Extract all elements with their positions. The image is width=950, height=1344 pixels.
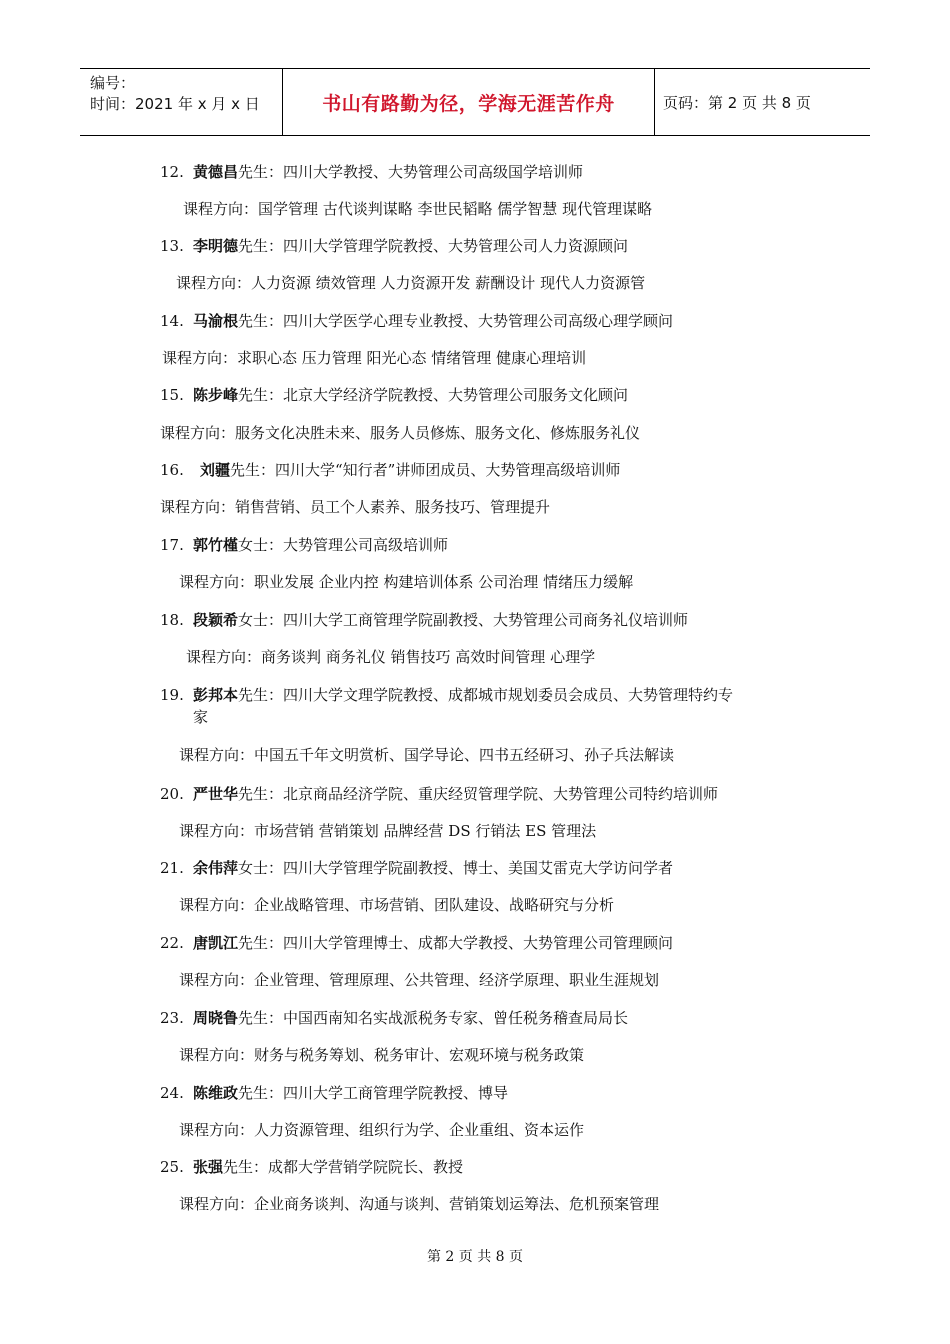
header-motto: 书山有路勤为径，学海无涯苦作舟 <box>282 69 655 135</box>
entry-number: 19. <box>160 686 184 704</box>
course-direction-16: 课程方向：销售营销、员工个人素养、服务技巧、管理提升 <box>160 498 551 516</box>
course-direction-17: 课程方向：职业发展 企业内控 构建培训体系 公司治理 情绪压力缓解 <box>179 573 634 591</box>
entry-number: 15. <box>160 386 184 404</box>
instructor-name: 李明德 <box>193 237 239 255</box>
entry-number: 24. <box>160 1084 184 1102</box>
instructor-entry-20 <box>160 783 820 805</box>
instructor-name: 陈步峰 <box>193 386 239 404</box>
entry-number: 17. <box>160 536 184 554</box>
instructor-entry-12 <box>160 161 820 183</box>
instructor-name: 陈维政 <box>193 1084 239 1102</box>
instructor-description-continued: 家 <box>193 708 209 726</box>
course-direction-20: 课程方向：市场营销 营销策划 品牌经营 DS 行销法 ES 管理法 <box>179 822 597 840</box>
instructor-entry-13 <box>160 235 820 257</box>
instructor-entry-16 <box>160 459 820 481</box>
instructor-description: 先生：中国西南知名实战派税务专家、曾任税务稽查局局长 <box>238 1009 629 1027</box>
course-direction-23: 课程方向：财务与税务筹划、税务审计、宏观环境与税务政策 <box>179 1046 585 1064</box>
document-number-label: 编号： <box>90 74 136 92</box>
instructor-description: 先生：成都大学营销学院院长、教授 <box>223 1158 464 1176</box>
instructor-description: 先生：四川大学医学心理专业教授、大势管理公司高级心理学顾问 <box>238 312 674 330</box>
instructor-entry-22 <box>160 932 820 954</box>
entry-number: 20. <box>160 785 184 803</box>
instructor-name: 郭竹槿 <box>193 536 239 554</box>
instructor-description: 先生：四川大学“知行者”讲师团成员、大势管理高级培训师 <box>230 461 621 479</box>
instructor-entry-23 <box>160 1007 820 1029</box>
course-direction-25: 课程方向：企业商务谈判、沟通与谈判、营销策划运筹法、危机预案管理 <box>179 1195 660 1213</box>
course-direction-24: 课程方向：人力资源管理、组织行为学、企业重组、资本运作 <box>179 1121 585 1139</box>
header-page-code: 页码：第 2 页 共 8 页 <box>663 93 811 112</box>
instructor-name: 余伟萍 <box>193 859 239 877</box>
instructor-name: 严世华 <box>193 785 239 803</box>
instructor-name: 段颖希 <box>193 611 239 629</box>
instructor-name: 黄德昌 <box>193 163 239 181</box>
entry-number: 14. <box>160 312 184 330</box>
course-direction-22: 课程方向：企业管理、管理原理、公共管理、经济学原理、职业生涯规划 <box>179 971 660 989</box>
instructor-entry-17 <box>160 534 820 556</box>
course-direction-13: 课程方向：人力资源 绩效管理 人力资源开发 薪酬设计 现代人力资源管 <box>176 274 646 292</box>
instructor-description: 先生：四川大学文理学院教授、成都城市规划委员会成员、大势管理特约专 <box>238 686 734 704</box>
instructor-entry-19 <box>160 684 820 728</box>
instructor-entry-21 <box>160 857 820 879</box>
entry-number: 13. <box>160 237 184 255</box>
course-direction-15: 课程方向：服务文化决胜未来、服务人员修炼、服务文化、修炼服务礼仪 <box>160 424 641 442</box>
instructor-name: 张强 <box>193 1158 224 1176</box>
instructor-entry-18 <box>160 609 820 631</box>
document-time-label: 时间：2021 年 x 月 x 日 <box>90 95 260 113</box>
entry-number: 16. <box>160 461 184 479</box>
instructor-entry-25 <box>160 1156 820 1178</box>
instructor-entry-14 <box>160 310 820 332</box>
instructor-entry-24 <box>160 1082 820 1104</box>
entry-number: 18. <box>160 611 184 629</box>
header-meta <box>80 69 282 135</box>
instructor-description: 先生：北京商品经济学院、重庆经贸管理学院、大势管理公司特约培训师 <box>238 785 719 803</box>
course-direction-19: 课程方向：中国五千年文明赏析、国学导论、四书五经研习、孙子兵法解读 <box>179 746 675 764</box>
instructor-entry-15 <box>160 384 820 406</box>
instructor-name: 周晓鲁 <box>193 1009 239 1027</box>
page-footer: 第 2 页 共 8 页 <box>426 1249 524 1265</box>
course-direction-21: 课程方向：企业战略管理、市场营销、团队建设、战略研究与分析 <box>179 896 615 914</box>
course-direction-18: 课程方向：商务谈判 商务礼仪 销售技巧 高效时间管理 心理学 <box>186 648 596 666</box>
instructor-description: 女士：四川大学管理学院副教授、博士、美国艾雷克大学访问学者 <box>238 859 674 877</box>
instructor-description: 先生：四川大学教授、大势管理公司高级国学培训师 <box>238 163 584 181</box>
instructor-name: 马渝根 <box>193 312 239 330</box>
instructor-description: 先生：四川大学管理博士、成都大学教授、大势管理公司管理顾问 <box>238 934 674 952</box>
instructor-description: 先生：四川大学管理学院教授、大势管理公司人力资源顾问 <box>238 237 629 255</box>
instructor-name: 彭邦本 <box>193 686 239 704</box>
instructor-name: 唐凯江 <box>193 934 239 952</box>
page-header <box>80 68 870 136</box>
instructor-description: 女士：四川大学工商管理学院副教授、大势管理公司商务礼仪培训师 <box>238 611 689 629</box>
entry-number: 12. <box>160 163 184 181</box>
instructor-description: 先生：四川大学工商管理学院教授、博导 <box>238 1084 509 1102</box>
entry-number: 21. <box>160 859 184 877</box>
instructor-description: 先生：北京大学经济学院教授、大势管理公司服务文化顾问 <box>238 386 629 404</box>
course-direction-14: 课程方向：求职心态 压力管理 阳光心态 情绪管理 健康心理培训 <box>162 349 587 367</box>
entry-number: 22. <box>160 934 184 952</box>
entry-number: 25. <box>160 1158 184 1176</box>
instructor-description: 女士：大势管理公司高级培训师 <box>238 536 449 554</box>
course-direction-12: 课程方向：国学管理 古代谈判谋略 李世民韬略 儒学智慧 现代管理谋略 <box>183 200 653 218</box>
instructor-name: 刘疆 <box>200 461 231 479</box>
entry-number: 23. <box>160 1009 184 1027</box>
